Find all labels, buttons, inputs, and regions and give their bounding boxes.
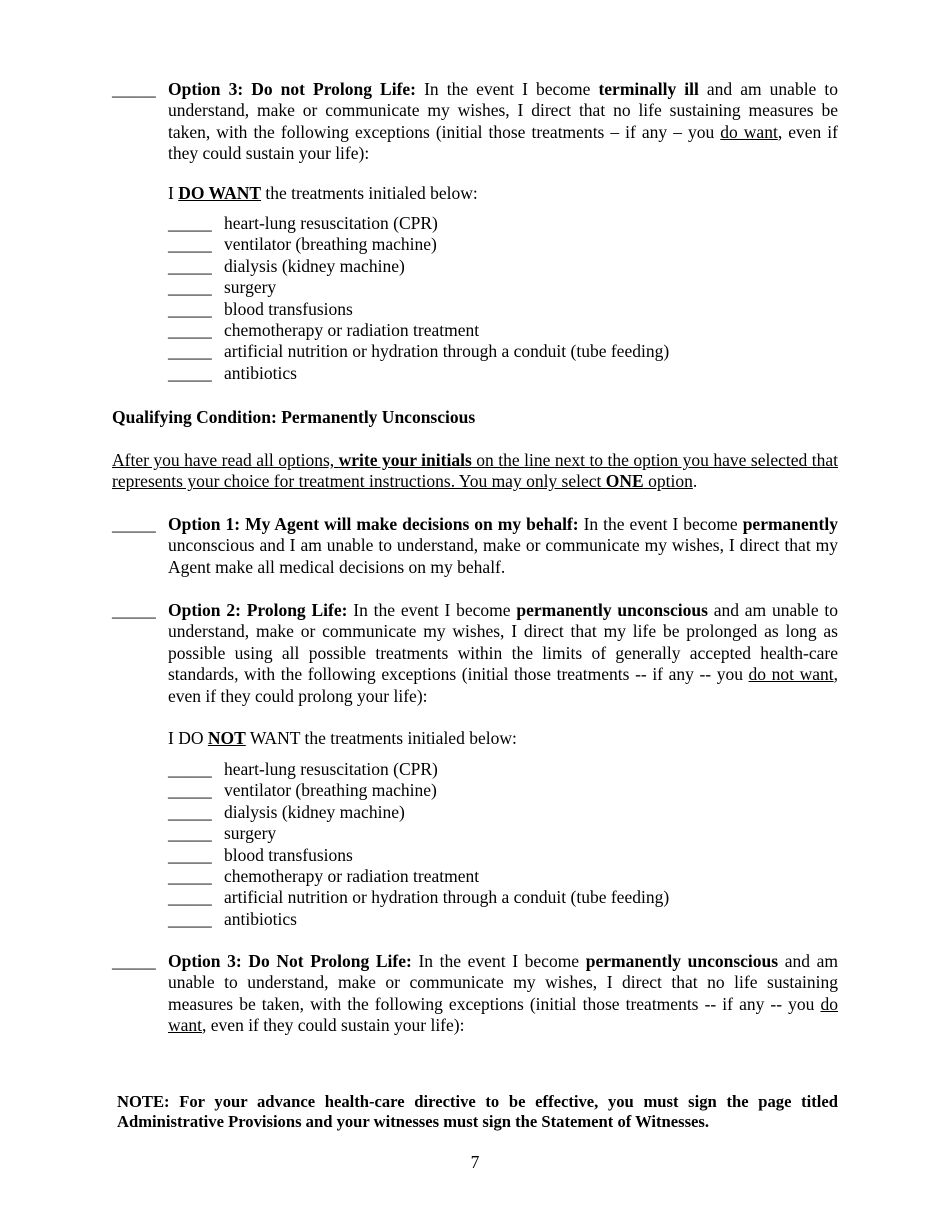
initial-line[interactable]: _____ xyxy=(168,844,212,865)
text: and am unable to understand, make or communicate my wishes, I direct that no life sustaining measures be taken, with the following exceptions (initial those treatments -- if any -- you xyxy=(168,951,838,1014)
text: unconscious and I am unable to understand, make or communicate my wishes, I direct that my Agent make all medical decisions on my behalf. xyxy=(168,535,838,577)
text: In the event I become xyxy=(411,951,586,971)
text: I xyxy=(168,183,179,203)
treatment-item xyxy=(168,320,838,341)
treatment-label: surgery xyxy=(224,277,277,298)
initial-line[interactable]: _____ xyxy=(112,951,156,971)
option-text xyxy=(168,514,838,578)
treatment-item xyxy=(168,363,838,384)
underlined-text: do not want xyxy=(748,664,834,685)
qualifying-condition-heading: Qualifying Condition: Permanently Unconscious xyxy=(112,407,476,427)
initial-line[interactable]: _____ xyxy=(168,362,212,383)
initial-line[interactable]: _____ xyxy=(168,234,212,255)
instructions xyxy=(112,450,838,493)
initial-line[interactable]: _____ xyxy=(168,255,212,276)
text: , even if they could prolong your life): xyxy=(168,664,838,706)
text: option xyxy=(643,471,693,492)
initial-line[interactable]: _____ xyxy=(168,213,212,233)
emphasis: DO WANT xyxy=(178,183,262,203)
treatment-item xyxy=(168,823,838,844)
text: In the event I become xyxy=(578,514,743,534)
text: In the event I become xyxy=(416,79,599,99)
emphasis: terminally ill xyxy=(598,79,699,99)
option-3-terminal-ill xyxy=(112,79,838,165)
option-title: Option 1: My Agent will make decisions on my behalf: xyxy=(168,514,579,534)
text: I DO xyxy=(168,728,208,748)
treatment-item xyxy=(168,802,838,823)
text: WANT the treatments initialed below: xyxy=(245,728,517,748)
treatment-item xyxy=(168,256,838,277)
treatment-item xyxy=(168,780,838,801)
text: and am unable to understand, make or communicate my wishes, I direct that no life sustaining measures be taken, with the following exceptions (initial those treatments – if any – you xyxy=(168,79,838,142)
underlined-text: do want xyxy=(720,121,778,142)
text: After you have read all options, xyxy=(112,450,339,470)
treatment-label: ventilator (breathing machine) xyxy=(224,234,437,255)
treatment-item xyxy=(168,299,838,320)
initial-line[interactable]: _____ xyxy=(168,801,212,822)
initial-line[interactable]: _____ xyxy=(168,908,212,929)
option-text xyxy=(168,600,838,707)
option-3-permanently-unconscious xyxy=(112,951,838,1037)
treatment-item xyxy=(168,341,838,362)
emphasis: permanently unconscious xyxy=(516,600,708,620)
treatment-label: ventilator (breathing machine) xyxy=(224,780,437,801)
initial-line[interactable]: _____ xyxy=(112,79,156,99)
initial-line[interactable]: _____ xyxy=(168,298,212,319)
treatment-label: antibiotics xyxy=(224,908,297,929)
do-want-heading xyxy=(168,183,838,204)
treatment-label: blood transfusions xyxy=(224,844,353,865)
page-number: 7 xyxy=(470,1152,480,1172)
treatment-label: artificial nutrition or hydration through a conduit (tube feeding) xyxy=(224,887,670,908)
initial-line[interactable]: _____ xyxy=(168,780,212,801)
initial-line[interactable]: _____ xyxy=(112,514,156,534)
text: and am unable to understand, make or communicate my wishes, I direct that my life be prolonged as long as possible using all possible treatments within the limits of generally accepted health-care standards, with the following exceptions (initial those treatments -- if any -- you xyxy=(168,600,839,685)
initial-line[interactable]: _____ xyxy=(168,341,212,362)
option-text xyxy=(168,79,838,165)
treatment-list-do-not-want xyxy=(168,759,838,930)
initial-line[interactable]: _____ xyxy=(168,887,212,908)
option-2-prolong-life xyxy=(112,600,838,707)
emphasis: NOT xyxy=(207,728,246,748)
initial-line[interactable]: _____ xyxy=(168,823,212,844)
do-not-want-heading xyxy=(168,728,838,749)
initial-line[interactable]: _____ xyxy=(168,759,212,779)
treatment-item xyxy=(168,759,838,780)
emphasis: permanently xyxy=(742,514,838,534)
option-1-agent-decides xyxy=(112,514,838,578)
signature-note: NOTE: For your advance health-care directive to be effective, you must sign the page titled Administrative Provisions and your witnesses must sign the Statement of Witnesses. xyxy=(117,1092,838,1131)
treatment-label: dialysis (kidney machine) xyxy=(224,255,405,276)
treatment-label: heart-lung resuscitation (CPR) xyxy=(224,759,438,779)
initial-line[interactable]: _____ xyxy=(112,600,156,620)
treatment-item xyxy=(168,845,838,866)
option-title: Option 3: Do Not Prolong Life: xyxy=(168,951,412,971)
treatment-label: blood transfusions xyxy=(224,298,353,319)
treatment-label: artificial nutrition or hydration through a conduit (tube feeding) xyxy=(224,341,670,362)
treatment-label: chemotherapy or radiation treatment xyxy=(224,865,480,886)
treatment-item xyxy=(168,277,838,298)
text: on the line next to the option you have selected that represents your choice for treatment instructions. You may only select xyxy=(112,450,838,492)
treatment-item xyxy=(168,213,838,234)
treatment-item xyxy=(168,909,838,930)
initial-line[interactable]: _____ xyxy=(168,865,212,886)
text: In the event I become xyxy=(347,600,517,620)
treatment-item xyxy=(168,234,838,255)
emphasis: write your initials xyxy=(338,450,472,470)
emphasis: ONE xyxy=(605,471,644,492)
treatment-label: chemotherapy or radiation treatment xyxy=(224,319,480,340)
treatment-list-do-want xyxy=(168,213,838,384)
underlined-text: do want xyxy=(168,993,838,1036)
initial-line[interactable]: _____ xyxy=(168,319,212,340)
text: . xyxy=(692,471,698,492)
option-text xyxy=(168,951,838,1037)
text: , even if they could sustain your life): xyxy=(202,1015,465,1036)
text: the treatments initialed below: xyxy=(261,183,478,203)
treatment-item xyxy=(168,866,838,887)
treatment-label: dialysis (kidney machine) xyxy=(224,801,405,822)
text: , even if they could sustain your life): xyxy=(168,121,838,164)
option-title: Option 3: Do not Prolong Life: xyxy=(168,79,417,99)
option-title: Option 2: Prolong Life: xyxy=(168,600,348,620)
emphasis: permanently unconscious xyxy=(585,951,779,971)
treatment-item xyxy=(168,887,838,908)
treatment-label: surgery xyxy=(224,823,277,844)
treatment-label: heart-lung resuscitation (CPR) xyxy=(224,213,438,233)
initial-line[interactable]: _____ xyxy=(168,277,212,298)
treatment-label: antibiotics xyxy=(224,362,297,383)
